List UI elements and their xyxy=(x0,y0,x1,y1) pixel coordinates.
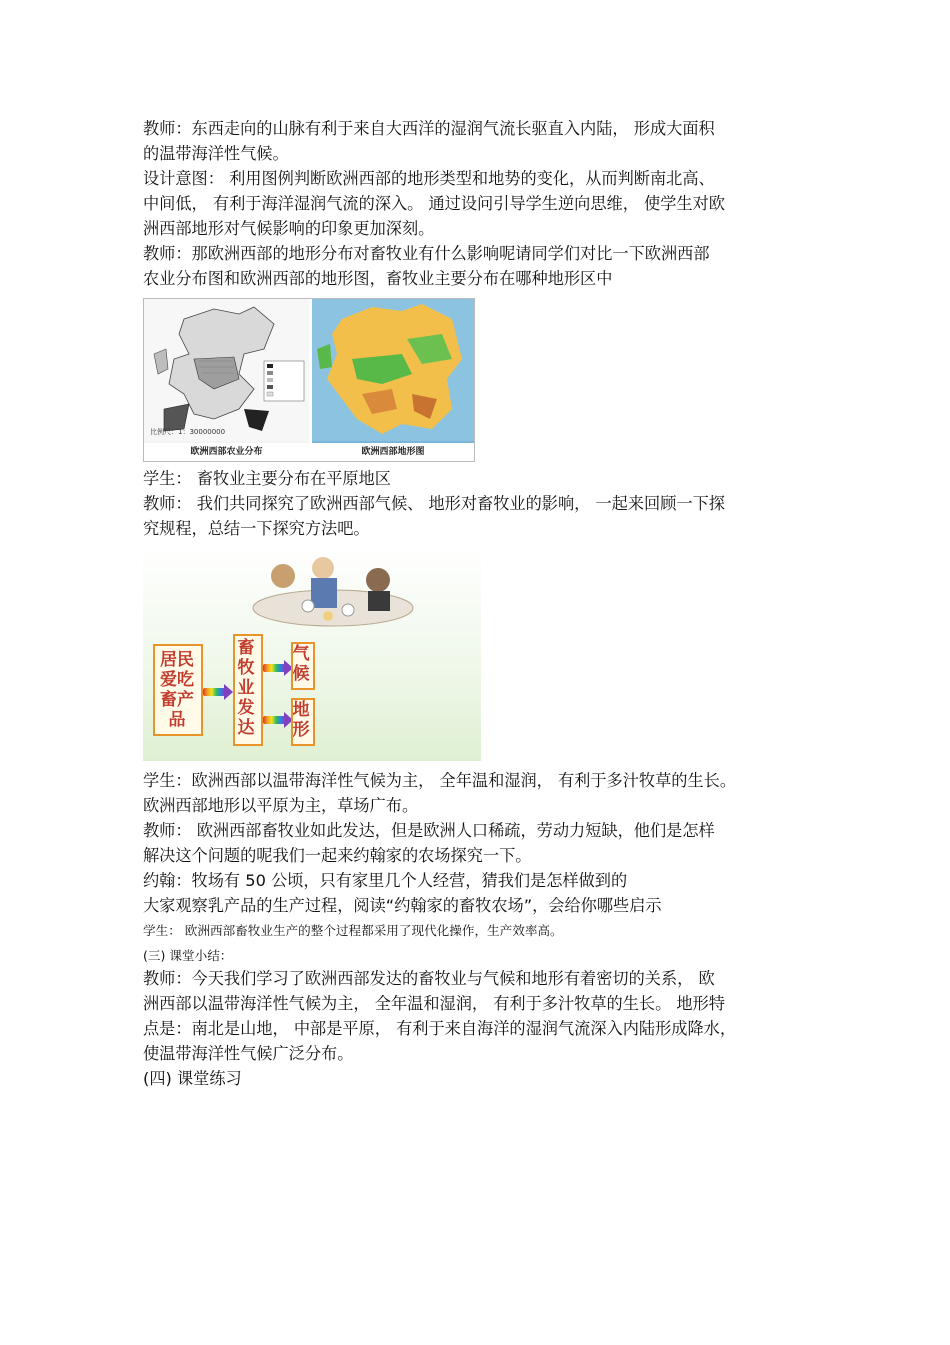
text-line: 使温带海洋性气候广泛分布。 xyxy=(143,1044,354,1063)
agriculture-map-caption: 欧洲西部农业分布 xyxy=(144,443,309,461)
text-line: 欧洲西部地形以平原为主，草场广布。 xyxy=(143,796,419,815)
text-line: 学生： 畜牧业主要分布在平原地区 xyxy=(143,469,391,488)
text-line: 农业分布图和欧洲西部的地形图，畜牧业主要分布在哪种地形区中 xyxy=(143,269,613,288)
text-line: 教师：东西走向的山脉有利于来自大西洋的湿润气流长驱直入内陆， 形成大面积 xyxy=(143,119,715,138)
terrain-map-caption: 欧洲西部地形图 xyxy=(312,443,474,461)
flow-arrow xyxy=(203,688,225,696)
agriculture-map-image xyxy=(144,299,309,459)
text-line: 教师：今天我们学习了欧洲西部发达的畜牧业与气候和地形有着密切的关系， 欧 xyxy=(143,969,715,988)
europe-maps-figure xyxy=(143,298,475,462)
text-line: 学生：欧洲西部以温带海洋性气候为主， 全年温和湿润， 有利于多汁牧草的生长。 xyxy=(143,771,737,790)
flow-text-terrain: 地 形 xyxy=(292,700,310,740)
text-line: 学生： 欧洲西部畜牧业生产的整个过程都采用了现代化操作，生产效率高。 xyxy=(143,923,563,938)
text-line: 点是：南北是山地， 中部是平原， 有利于来自海洋的湿润气流深入内陆形成降水， xyxy=(143,1019,737,1038)
family-dining-illustration xyxy=(143,546,481,636)
terrain-map-image xyxy=(312,299,474,459)
map-scale-label: 比例尺：1：30000000 xyxy=(150,428,226,436)
text-line: 解决这个问题的呢我们一起来约翰家的农场探究一下。 xyxy=(143,846,532,865)
dairy-flow-figure xyxy=(143,546,481,761)
text-line: 教师： 我们共同探究了欧洲西部气候、 地形对畜牧业的影响， 一起来回顾一下探 xyxy=(143,494,725,513)
flow-arrow xyxy=(263,716,285,724)
text-line: 的温带海洋性气候。 xyxy=(143,144,289,163)
text-line: 洲西部以温带海洋性气候为主， 全年温和湿润， 有利于多汁牧草的生长。 地形特 xyxy=(143,994,725,1013)
section-heading: (三) 课堂小结： xyxy=(143,948,233,963)
text-line: 设计意图： 利用图例判断欧洲西部的地形类型和地势的变化，从而判断南北高、 xyxy=(143,169,715,188)
text-line: 教师：那欧洲西部的地形分布对畜牧业有什么影响呢请同学们对比一下欧洲西部 xyxy=(143,244,710,263)
flow-text-livestock: 畜 牧 业 发 达 xyxy=(237,638,255,738)
text-line: 教师： 欧洲西部畜牧业如此发达，但是欧洲人口稀疏，劳动力短缺，他们是怎样 xyxy=(143,821,715,840)
flow-text-residents: 居民 爱吃 畜产 品 xyxy=(160,650,194,730)
text-line: 中间低， 有利于海洋湿润气流的深入。 通过设问引导学生逆向思维， 使学生对欧 xyxy=(143,194,725,213)
text-line: 洲西部地形对气候影响的印象更加深刻。 xyxy=(143,219,435,238)
text-line: 究规程，总结一下探究方法吧。 xyxy=(143,519,370,538)
text-line: 大家观察乳产品的生产过程，阅读“约翰家的畜牧农场”，会给你哪些启示 xyxy=(143,896,662,915)
text-line: 约翰：牧场有 50 公顷，只有家里几个人经营，猜我们是怎样做到的 xyxy=(143,871,628,890)
flow-text-climate: 气 候 xyxy=(292,644,310,684)
flow-arrow xyxy=(263,664,285,672)
section-heading: (四) 课堂练习 xyxy=(143,1069,242,1088)
